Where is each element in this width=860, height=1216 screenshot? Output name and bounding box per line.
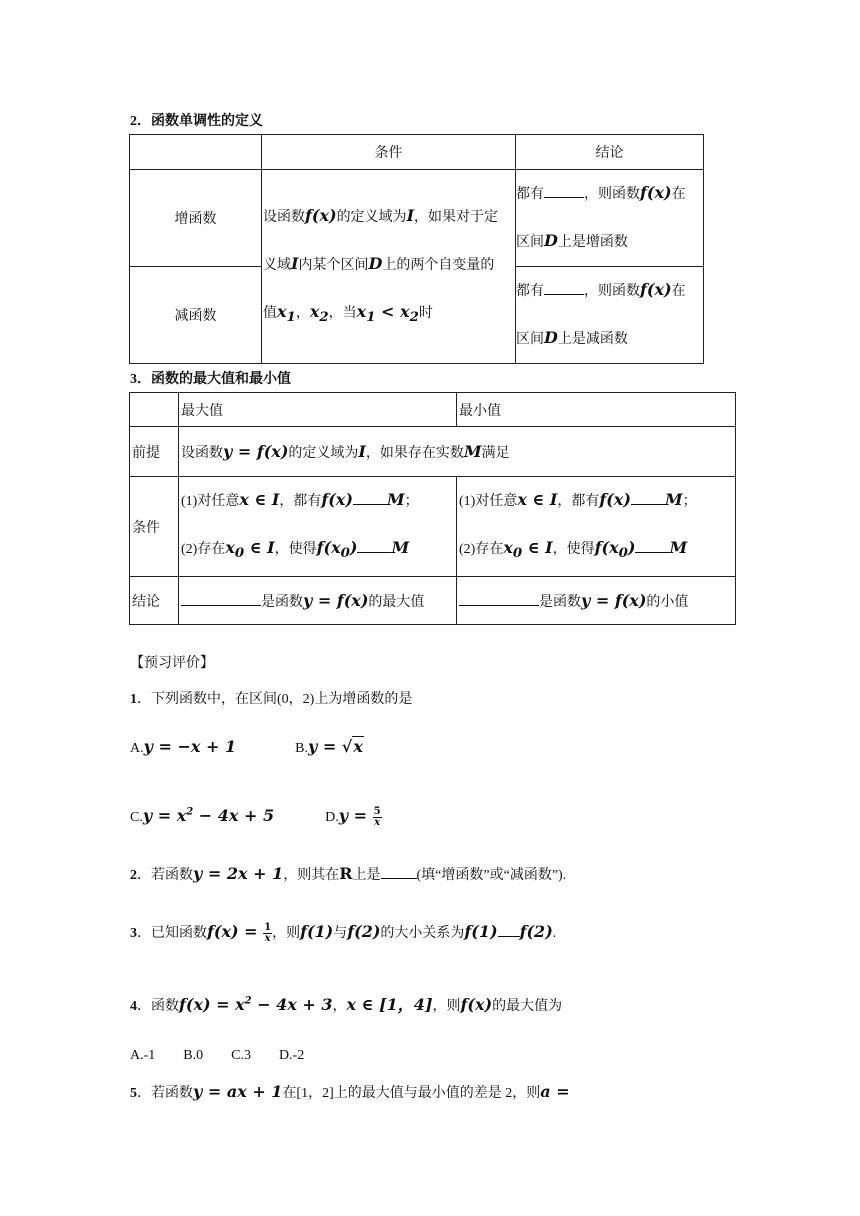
q4-options: A.-1 B.0 C.3 D.-2	[130, 1048, 305, 1063]
fill-blank	[381, 864, 417, 879]
fill-blank	[459, 591, 539, 606]
row-premise: 前提	[130, 427, 179, 477]
monotonicity-table	[129, 134, 704, 364]
corner-cell	[130, 393, 179, 427]
row-decreasing: 减函数	[130, 267, 262, 364]
premise-cell: 设函数y = f(x)的定义域为I，如果存在实数M满足	[179, 427, 736, 477]
option-a-formula: y = −x + 1	[143, 737, 237, 756]
row-increasing: 增函数	[130, 170, 262, 267]
row-conclusion: 结论	[130, 577, 179, 625]
q1-options-row1: A.y = −x + 1 B.y = √x	[130, 737, 363, 756]
header-max: 最大值	[179, 393, 457, 427]
section-2-title: 2．函数单调性的定义	[130, 114, 263, 129]
fill-blank	[635, 538, 669, 553]
fill-blank	[544, 183, 584, 198]
fill-blank	[631, 490, 665, 505]
conclusion-decreasing: 都有 ，则函数f(x)在 区间D上是减函数	[516, 267, 704, 364]
fill-blank	[181, 591, 261, 606]
section-3-title: 3．函数的最大值和最小值	[130, 372, 291, 387]
q1-options-row2: $C.y = x^2 - 4x + 5$ D.y = $\frac{5}{x}$	[130, 806, 381, 829]
condition-min-cell: (1)对任意x ∈ I，都有f(x) M； (2)存在$x_0$ ∈ I，使得$f(x_0)$ M	[457, 477, 736, 577]
fill-blank	[357, 538, 391, 553]
conclusion-max-cell: 是函数y = f(x)的最大值	[179, 577, 457, 625]
option-b-formula: y = √x	[307, 737, 363, 756]
header-min: 最小值	[457, 393, 736, 427]
fill-blank	[544, 280, 584, 295]
option-c-formula: $y = x^2 - 4x + 5$	[142, 806, 275, 825]
question-5: 5．若函数y = ax + 1在[1，2]上的最大值与最小值的差是 2，则a =	[130, 1082, 570, 1101]
monotonic-condition-cell: 设函数f(x)的定义域为I，如果对于定 义域I内某个区间D上的两个自变量的 值$x_1$，$x_2$，当$x_1 < x_2$时	[262, 170, 516, 364]
option-d-formula: y =	[338, 806, 373, 825]
question-3: 3．已知函数f(x) = $\frac{1}{x}$ ，则f(1)与f(2)的大小关系为f(1) f(2).	[130, 922, 557, 945]
header-condition: 条件	[262, 135, 516, 170]
corner-cell	[130, 135, 262, 170]
row-condition: 条件	[130, 477, 179, 577]
max-min-table	[129, 392, 736, 625]
preview-heading: 【预习评价】	[130, 656, 214, 671]
question-1: 1．下列函数中，在区间(0，2)上为增函数的是	[130, 692, 413, 707]
question-4: 4．函数$f(x) = x^2 - 4x + 3$，x ∈ [1，4]，则f(x)的最大值为	[130, 995, 563, 1014]
conclusion-increasing: 都有 ，则函数f(x)在 区间D上是增函数	[516, 170, 704, 267]
conclusion-min-cell: 是函数y = f(x)的小值	[457, 577, 736, 625]
math-fx: f(x)	[305, 205, 337, 225]
header-conclusion: 结论	[516, 135, 704, 170]
fill-blank	[353, 490, 387, 505]
fill-blank	[498, 922, 520, 937]
condition-max-cell: (1)对任意x ∈ I，都有f(x) M； (2)存在$x_0$ ∈ I，使得$f(x_0)$ M	[179, 477, 457, 577]
question-2: 2．若函数y = 2x + 1，则其在R上是 (填“增函数”或“减函数”).	[130, 864, 567, 883]
